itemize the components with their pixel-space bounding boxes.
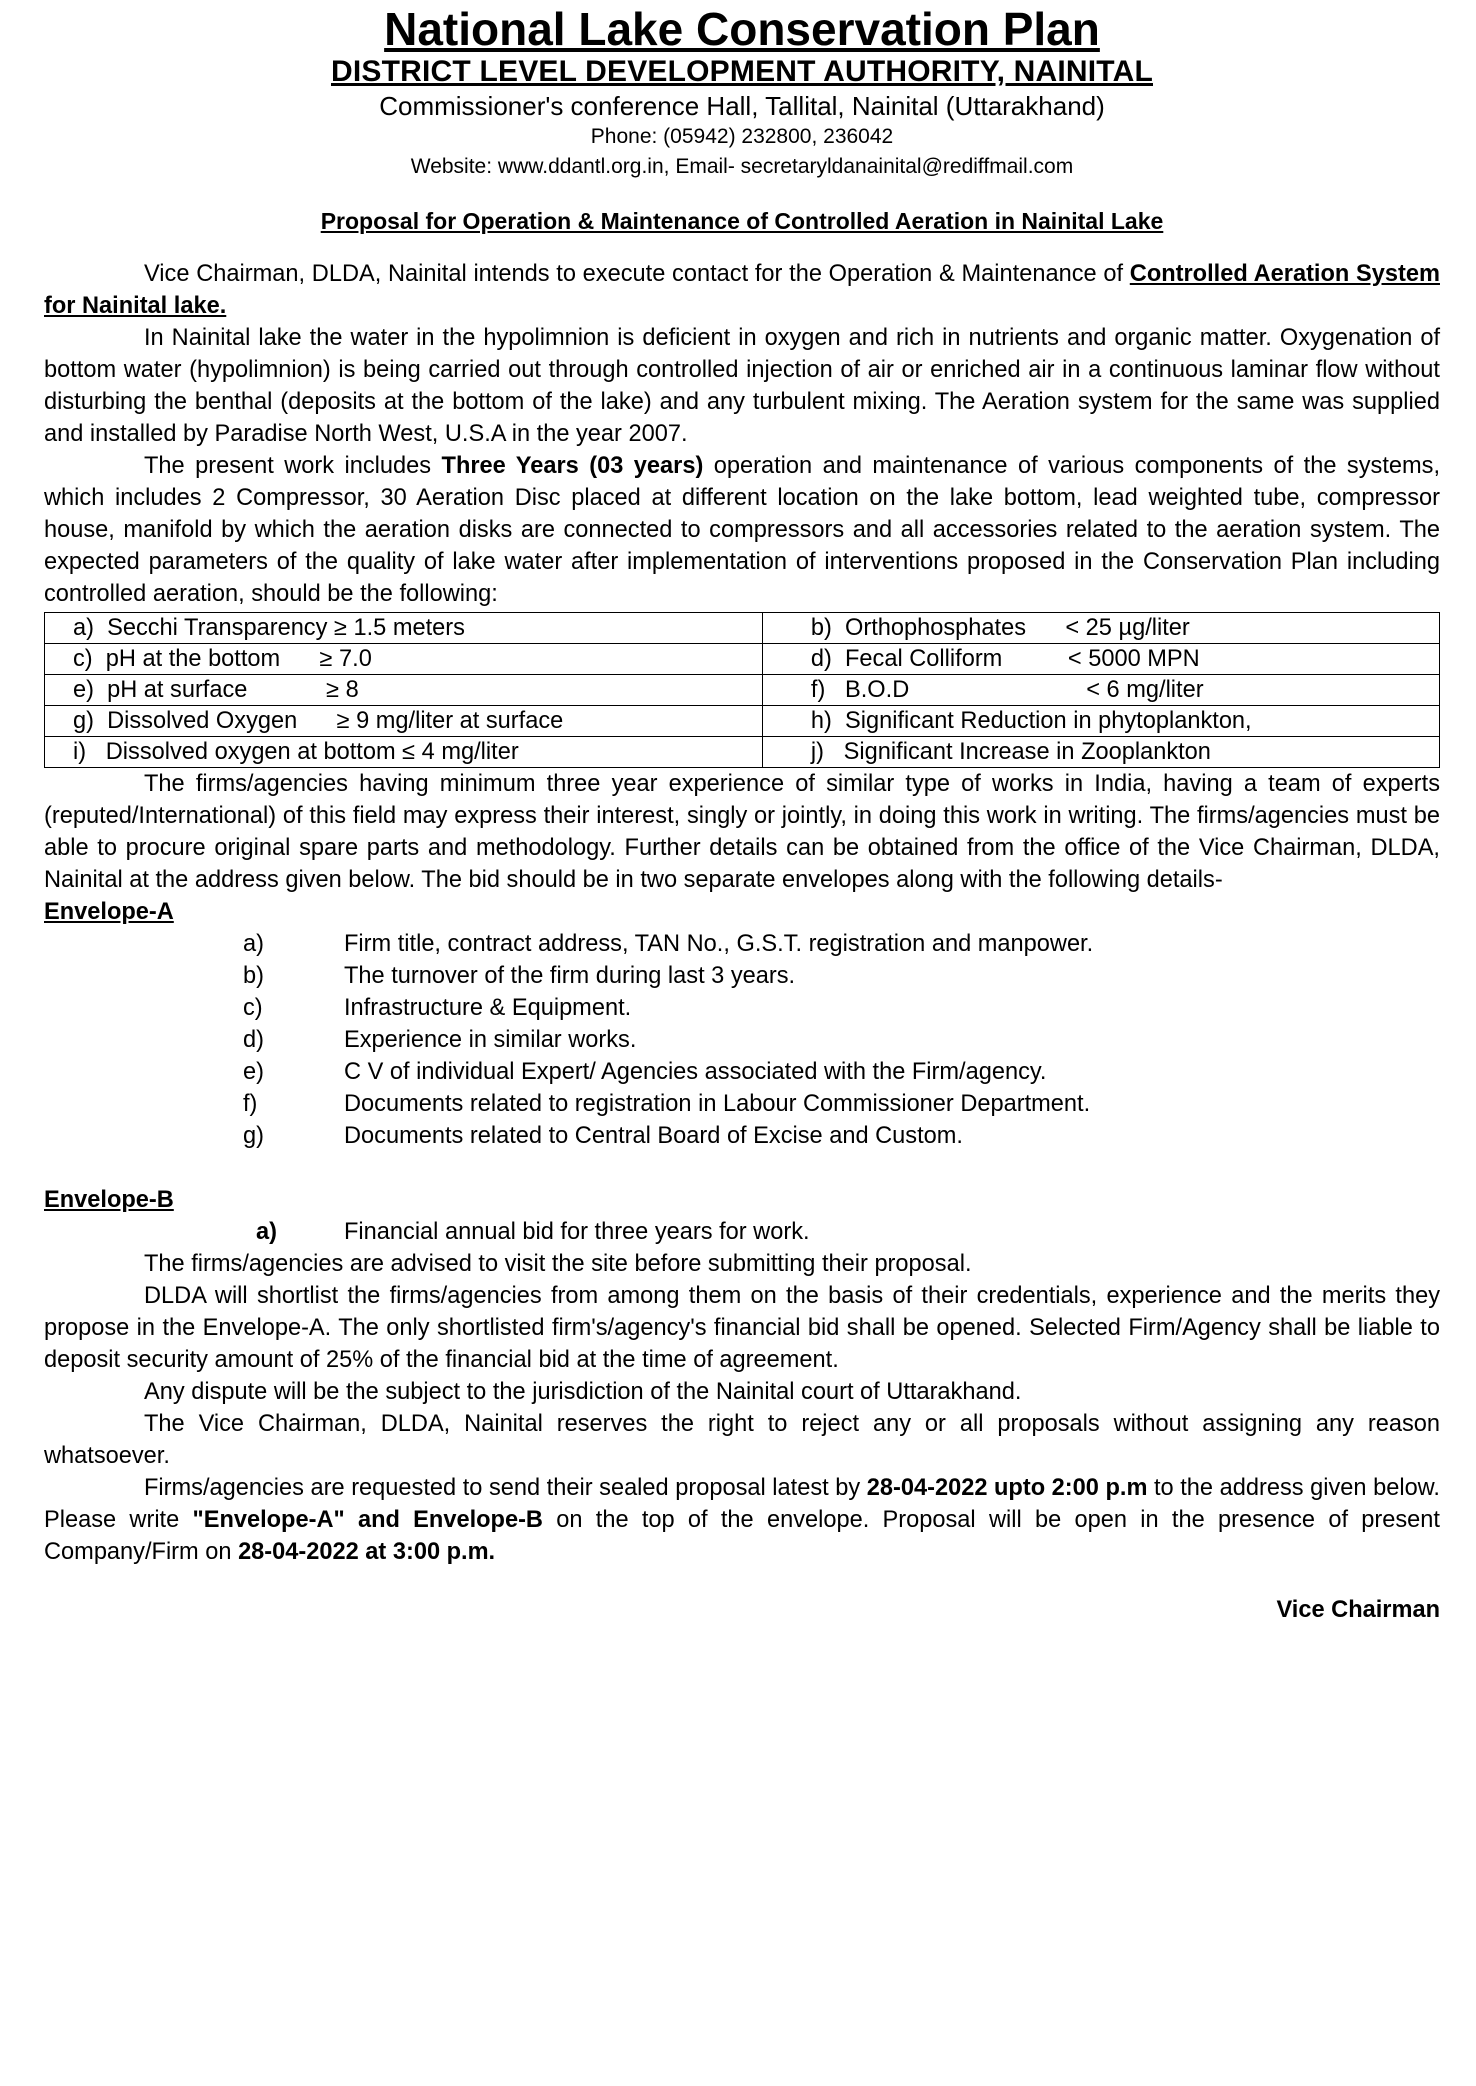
parameter-cell: f) B.O.D < 6 mg/liter	[762, 675, 1439, 706]
parameter-cell: b) Orthophosphates < 25 µg/liter	[762, 613, 1439, 644]
rejection-paragraph: The Vice Chairman, DLDA, Nainital reserves the right to reject any or all proposals without assigning any reason whatsoever.	[44, 1411, 1440, 1469]
list-item	[44, 928, 1440, 960]
authority-name: DISTRICT LEVEL DEVELOPMENT AUTHORITY, NAINITAL	[331, 55, 1153, 88]
site-visit-paragraph: The firms/agencies are advised to visit the site before submitting their proposal.	[144, 1251, 972, 1277]
notice-page	[44, 0, 1440, 1626]
deadline-text-3: on the top of the envelope. Proposal will be open in the presence of present Company/Firm on	[44, 1507, 1440, 1565]
list-marker: c)	[243, 995, 263, 1021]
list-item	[44, 1056, 1440, 1088]
list-item	[44, 960, 1440, 992]
intro-paragraph	[44, 258, 1440, 322]
phone-line: Phone: (05942) 232800, 236042	[590, 125, 894, 148]
parameter-cell: i) Dissolved oxygen at bottom ≤ 4 mg/liter	[45, 737, 763, 768]
scope-paragraph	[44, 450, 1440, 610]
deadline-text-1: Firms/agencies are requested to send their sealed proposal latest by	[144, 1475, 867, 1501]
envelope-a-heading: Envelope-A	[44, 899, 174, 925]
scope-text-after: operation and maintenance of various components of the systems, which includes 2 Compressor, 30 Aeration Disc placed at different location on the lake bottom, lead weighted tube, compressor house, manifold by which the aeration disks are connected to compressors and all accessories related to the aeration system. The expected parameters of the quality of lake water after implementation of interventions proposed in the Conservation Plan including controlled aeration, should be the following:	[44, 453, 1440, 607]
jurisdiction-paragraph: Any dispute will be the subject to the jurisdiction of the Nainital court of Uttarakhand.	[144, 1379, 1022, 1405]
intro-bold-text: Controlled Aeration System for Nainital lake.	[44, 261, 1440, 319]
parameters-table	[44, 612, 1440, 768]
list-marker: f)	[243, 1091, 258, 1117]
deadline-text-2: to the address given below. Please write	[44, 1475, 1440, 1533]
list-marker: a)	[256, 1219, 277, 1245]
envelope-b-list	[44, 1216, 1440, 1248]
eligibility-paragraph: The firms/agencies having minimum three year experience of similar type of works in India, having a team of experts (reputed/International) of this field may express their interest, singly or jointly, in doing this work in writing. The firms/agencies must be able to procure original spare parts and methodology. Further details can be obtained from the office of the Vice Chairman, DLDA, Nainital at the address given below. The bid should be in two separate envelopes along with the following details-	[44, 771, 1440, 893]
parameter-cell: d) Fecal Colliform < 5000 MPN	[762, 644, 1439, 675]
list-item	[44, 1216, 1440, 1248]
table-row	[45, 706, 1440, 737]
spacer	[44, 1152, 1440, 1184]
list-text: The turnover of the firm during last 3 years.	[344, 963, 796, 989]
scope-bold-text: Three Years (03 years)	[441, 453, 704, 479]
list-item	[44, 992, 1440, 1024]
list-marker: a)	[243, 931, 264, 957]
list-text: Financial annual bid for three years for work.	[344, 1219, 810, 1245]
office-address: Commissioner's conference Hall, Tallital, Nainital (Uttarakhand)	[379, 91, 1105, 121]
table-row	[45, 644, 1440, 675]
list-marker: g)	[243, 1123, 264, 1149]
list-text: Documents related to Central Board of Excise and Custom.	[344, 1123, 963, 1149]
parameter-cell: g) Dissolved Oxygen ≥ 9 mg/liter at surface	[45, 706, 763, 737]
table-row	[45, 675, 1440, 706]
list-item	[44, 1088, 1440, 1120]
envelope-instruction: "Envelope-A" and Envelope-B	[192, 1507, 543, 1533]
envelope-a-list	[44, 928, 1440, 1152]
subject-heading: Proposal for Operation & Maintenance of Controlled Aeration in Nainital Lake	[320, 208, 1164, 234]
list-text: Infrastructure & Equipment.	[344, 995, 632, 1021]
page-title: National Lake Conservation Plan	[384, 3, 1100, 55]
website-email-line: Website: www.ddantl.org.in, Email- secretaryldanainital@rediffmail.com	[410, 155, 1074, 178]
parameter-cell: e) pH at surface ≥ 8	[45, 675, 763, 706]
deadline-paragraph	[44, 1472, 1440, 1568]
table-row	[45, 613, 1440, 644]
table-row	[45, 737, 1440, 768]
list-text: Documents related to registration in Labour Commissioner Department.	[344, 1091, 1091, 1117]
background-paragraph: In Nainital lake the water in the hypolimnion is deficient in oxygen and rich in nutrients and organic matter. Oxygenation of bottom water (hypolimnion) is being carried out through controlled injection of air or enriched air in a continuous laminar flow without disturbing the benthal (deposits at the bottom of the lake) and any turbulent mixing. The Aeration system for the same was supplied and installed by Paradise North West, U.S.A in the year 2007.	[44, 325, 1440, 447]
list-marker: e)	[243, 1059, 264, 1085]
list-item	[44, 1024, 1440, 1056]
list-text: Experience in similar works.	[344, 1027, 637, 1053]
parameter-cell: c) pH at the bottom ≥ 7.0	[45, 644, 763, 675]
deadline-date: 28-04-2022 upto 2:00 p.m	[866, 1475, 1148, 1501]
shortlist-paragraph: DLDA will shortlist the firms/agencies from among them on the basis of their credentials, experience and the merits they propose in the Envelope-A. The only shortlisted firm's/agency's financial bid shall be opened. Selected Firm/Agency shall be liable to deposit security amount of 25% of the financial bid at the time of agreement.	[44, 1283, 1440, 1373]
scope-text-before: The present work includes	[144, 453, 442, 479]
envelope-b-heading: Envelope-B	[44, 1187, 174, 1213]
parameter-cell: h) Significant Reduction in phytoplankton,	[762, 706, 1439, 737]
opening-date: 28-04-2022 at 3:00 p.m.	[238, 1539, 496, 1565]
list-marker: d)	[243, 1027, 264, 1053]
intro-text: Vice Chairman, DLDA, Nainital intends to execute contact for the Operation & Maintenance of	[144, 261, 1130, 287]
list-marker: b)	[243, 963, 264, 989]
parameter-cell: a) Secchi Transparency ≥ 1.5 meters	[45, 613, 763, 644]
signature: Vice Chairman	[1276, 1597, 1440, 1623]
parameter-cell: j) Significant Increase in Zooplankton	[762, 737, 1439, 768]
list-item	[44, 1120, 1440, 1152]
list-text: Firm title, contract address, TAN No., G.S.T. registration and manpower.	[344, 931, 1094, 957]
list-text: C V of individual Expert/ Agencies associated with the Firm/agency.	[344, 1059, 1047, 1085]
